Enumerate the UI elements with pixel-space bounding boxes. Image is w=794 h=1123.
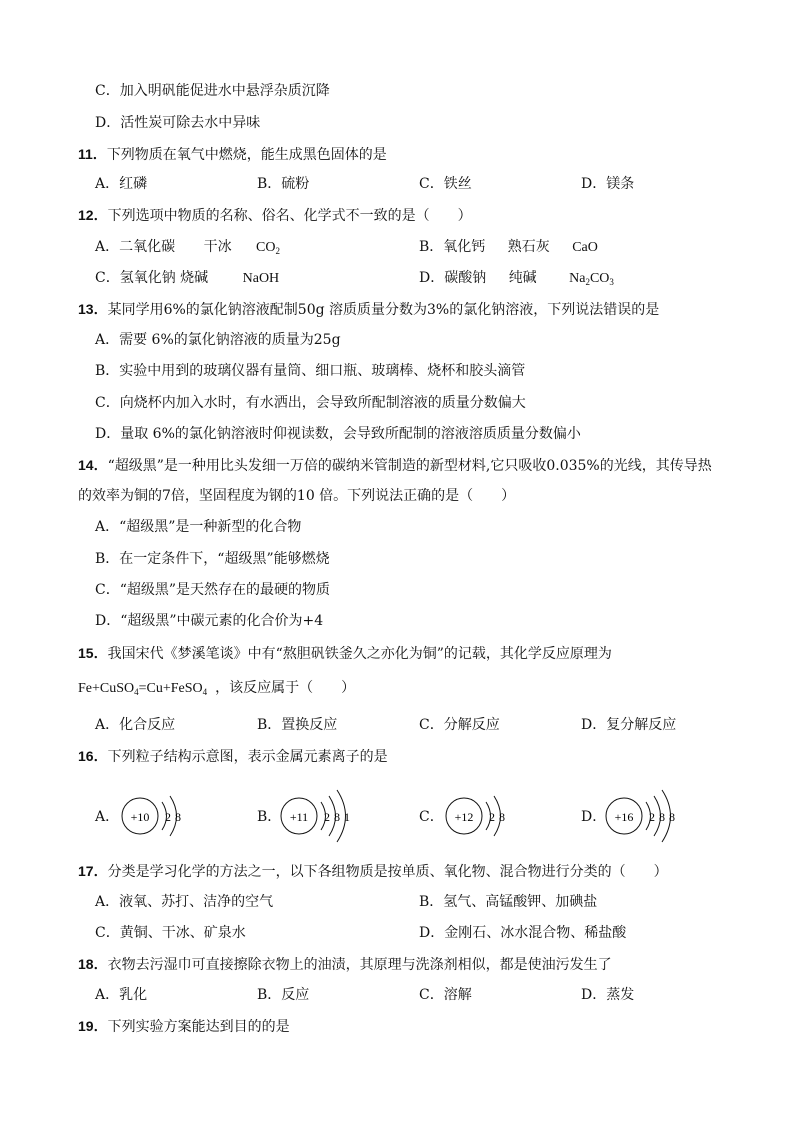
- q16-option-d: [581, 788, 681, 844]
- nucleus-charge: +16: [614, 810, 634, 824]
- atom-diagram-c: [419, 788, 529, 844]
- q18-number: 18．: [78, 956, 108, 972]
- q17-stem: [78, 862, 668, 880]
- q15-option-c: C．分解反应: [419, 717, 500, 733]
- q11-option-a: A．红磷: [95, 176, 148, 192]
- q15-reaction-formula: Fe+CuSO$_4$=Cu+FeSO$_4$: [78, 681, 208, 697]
- q14-stem: [78, 456, 712, 474]
- q12-a-formula: $CO_2$: [256, 240, 280, 256]
- q17-option-d: D．金刚石、冰水混合物、稀盐酸: [419, 925, 627, 941]
- q11-option-c: C．铁丝: [419, 176, 472, 192]
- q16-c-label: C．: [419, 809, 444, 825]
- q13-option-a: A．需要 6%的氯化钠溶液的质量为25g: [95, 332, 341, 348]
- q13-option-c: C．向烧杯内加入水时，有水洒出，会导致所配制溶液的质量分数偏大: [95, 395, 526, 411]
- q16-option-c: [419, 788, 519, 844]
- q15-stem: [78, 644, 612, 662]
- atom-diagram-d: [581, 788, 691, 844]
- q14-stem-text-2: 的效率为铜的7倍，坚固程度为钢的10 倍。下列说法正确的是（ ）: [78, 488, 516, 504]
- q14-stem-text-1: “超级黑”是一种用比头发细一万倍的碳纳米管制造的新型材料,它只吸收0.035%的光线，其传导热: [107, 458, 712, 474]
- q18-stem: [78, 955, 612, 973]
- q13-option-d: D．量取 6%的氯化钠溶液时仰视读数，会导致所配制的溶液溶质质量分数偏小: [95, 426, 581, 442]
- q15-option-b: B．置换反应: [257, 717, 338, 733]
- q15-equation-tail: ，该反应属于（ ）: [215, 680, 356, 696]
- q11-option-d: D．镁条: [581, 176, 635, 192]
- q15-stem-text: 我国宋代《梦溪笔谈》中有“熬胆矾铁釜久之亦化为铜”的记载，其化学反应原理为: [107, 646, 612, 662]
- q18-option-d: D．蒸发: [581, 987, 635, 1003]
- q13-option-b: B．实验中用到的玻璃仪器有量筒、细口瓶、玻璃棒、烧杯和胶头滴管: [95, 363, 526, 379]
- q16-a-label: A．: [95, 809, 120, 825]
- q14-option-b: B．在一定条件下，“超级黑”能够燃烧: [95, 551, 330, 567]
- q12-c-name: C．氢氧化钠 烧碱: [95, 270, 209, 286]
- q12-number: 12．: [78, 207, 108, 223]
- shell-electrons-2: 8: [659, 810, 665, 824]
- q12-d-formula: $Na_2CO_3$: [569, 271, 614, 287]
- q12-d-alias: 纯碱: [508, 270, 537, 286]
- q18-option-a: A．乳化: [95, 987, 148, 1003]
- q12-d-name: D．碳酸钠: [419, 270, 487, 286]
- q17-option-a: A．液氧、苏打、洁净的空气: [95, 894, 274, 910]
- q18-stem-text: 衣物去污湿巾可直接擦除衣物上的油渍，其原理与洗涤剂相似，都是使油污发生了: [107, 957, 612, 973]
- q11-number: 11．: [78, 146, 107, 162]
- q12-b-alias: 熟石灰: [507, 239, 550, 255]
- nucleus-charge: +11: [289, 810, 309, 824]
- q16-d-label: D．: [581, 809, 607, 825]
- q14-option-a: A．“超级黑”是一种新型的化合物: [95, 519, 302, 535]
- q19-stem-text: 下列实验方案能达到目的的是: [107, 1019, 290, 1035]
- q16-stem-text: 下列粒子结构示意图，表示金属元素离子的是: [107, 749, 388, 765]
- q15-option-a: A．化合反应: [95, 717, 176, 733]
- q18-option-c: C．溶解: [419, 987, 472, 1003]
- q17-option-b: B．氢气、高锰酸钾、加碘盐: [419, 894, 598, 910]
- q16-option-b: [257, 788, 357, 844]
- q15-option-d: D．复分解反应: [581, 717, 677, 733]
- shell-electrons-1: 2: [649, 810, 655, 824]
- shell-electrons-2: 8: [499, 810, 505, 824]
- q12-option-a: [95, 238, 280, 257]
- q11-stem: [78, 145, 387, 163]
- shell-electrons-3: 1: [344, 810, 350, 824]
- q15-number: 15．: [78, 645, 108, 661]
- q10-option-c: C．加入明矾能促进水中悬浮杂质沉降: [95, 83, 330, 99]
- q16-b-label: B．: [257, 809, 282, 825]
- q12-stem: [78, 206, 472, 224]
- nucleus-charge: +10: [130, 810, 150, 824]
- q14-number: 14．: [78, 457, 108, 473]
- shell-electrons-2: 8: [175, 810, 181, 824]
- shell-electrons-1: 2: [165, 810, 171, 824]
- q11-stem-text: 下列物质在氧气中燃烧，能生成黑色固体的是: [106, 147, 387, 163]
- q14-option-d: D．“超级黑”中碳元素的化合价为+4: [95, 613, 324, 629]
- q13-number: 13．: [78, 301, 108, 317]
- shell-electrons-1: 2: [324, 810, 330, 824]
- nucleus-charge: +12: [454, 810, 474, 824]
- q14-option-c: C．“超级黑”是天然存在的最硬的物质: [95, 582, 331, 598]
- atom-diagram-a: [95, 788, 205, 844]
- q16-number: 16．: [78, 748, 108, 764]
- q12-a-name: A．二氧化碳: [95, 239, 176, 255]
- atom-diagram-b: [257, 788, 367, 844]
- q12-a-alias: 干冰: [203, 239, 232, 255]
- q12-option-d: [419, 269, 614, 288]
- q16-stem: [78, 747, 388, 765]
- q16-option-a: [95, 788, 195, 844]
- q12-b-formula: CaO: [572, 240, 598, 255]
- q19-stem: [78, 1017, 290, 1035]
- q17-stem-text: 分类是学习化学的方法之一，以下各组物质是按单质、氧化物、混合物进行分类的（ ）: [107, 864, 668, 880]
- q19-number: 19．: [78, 1018, 108, 1034]
- q12-option-c: [95, 269, 279, 288]
- q10-option-d: D．活性炭可除去水中异味: [95, 115, 261, 131]
- shell-electrons-3: 8: [669, 810, 675, 824]
- shell-electrons-1: 2: [489, 810, 495, 824]
- q15-equation: [78, 679, 355, 697]
- q12-option-b: [419, 238, 598, 257]
- q12-b-name: B．氧化钙: [419, 239, 486, 255]
- q12-c-formula: NaOH: [242, 271, 280, 286]
- q13-stem-text: 某同学用6%的氯化钠溶液配制50g 溶质质量分数为3%的氯化钠溶液，下列说法错误的是: [107, 302, 660, 318]
- q13-stem: [78, 300, 659, 318]
- q17-option-c: C．黄铜、干冰、矿泉水: [95, 925, 246, 941]
- q18-option-b: B．反应: [257, 987, 310, 1003]
- q11-option-b: B．硫粉: [257, 176, 310, 192]
- shell-electrons-2: 8: [334, 810, 340, 824]
- q12-stem-text: 下列选项中物质的名称、俗名、化学式不一致的是（ ）: [107, 208, 472, 224]
- q17-number: 17．: [78, 863, 108, 879]
